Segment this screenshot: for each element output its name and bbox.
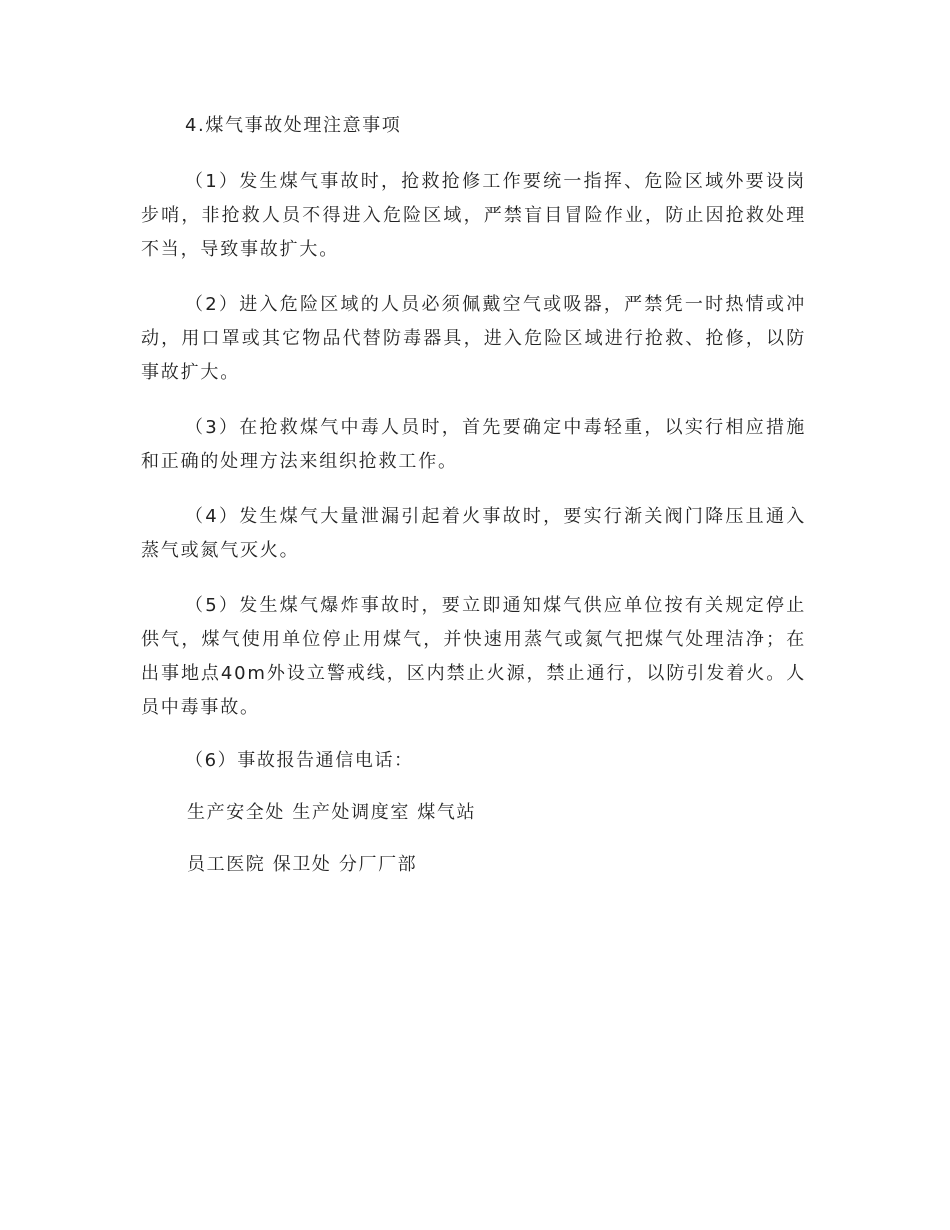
paragraph-3: （3）在抢救煤气中毒人员时，首先要确定中毒轻重，以实行相应措施和正确的处理方法来组织抢救工作。 [141,417,806,472]
paragraph-5: （5）发生煤气爆炸事故时，要立即通知煤气供应单位按有关规定停止供气，煤气使用单位停止用煤气，并快速用蒸气或氮气把煤气处理洁净；在出事地点40m外设立警戒线，区内禁止火源，禁止通行，以防引发着火。人员中毒事故。 [141,595,806,718]
contact-item: 员工医院 [187,854,266,875]
paragraph-4: （4）发生煤气大量泄漏引起着火事故时，要实行渐关阀门降压且通入蒸气或氮气灭火。 [141,506,806,561]
contact-item: 生产处调度室 [292,802,410,823]
section-heading: 4.煤气事故处理注意事项 [185,115,402,136]
contact-item: 保卫处 [272,854,332,875]
contact-item: 煤气站 [417,802,477,823]
contact-row-1 [187,797,950,829]
paragraph-1: （1）发生煤气事故时，抢救抢修工作要统一指挥、危险区域外要设岗步哨，非抢救人员不得进入危险区域，严禁盲目冒险作业，防止因抢救处理不当，导致事故扩大。 [141,171,806,260]
phone-heading: （6）事故报告通信电话： [185,750,414,771]
contact-item: 分厂厂部 [338,854,418,875]
contact-item: 生产安全处 [187,802,285,823]
paragraph-2: （2）进入危险区域的人员必须佩戴空气或吸器，严禁凭一时热情或冲动，用口罩或其它物品代替防毒器具，进入危险区域进行抢救、抢修，以防事故扩大。 [141,294,806,383]
contact-row-2 [187,849,950,881]
